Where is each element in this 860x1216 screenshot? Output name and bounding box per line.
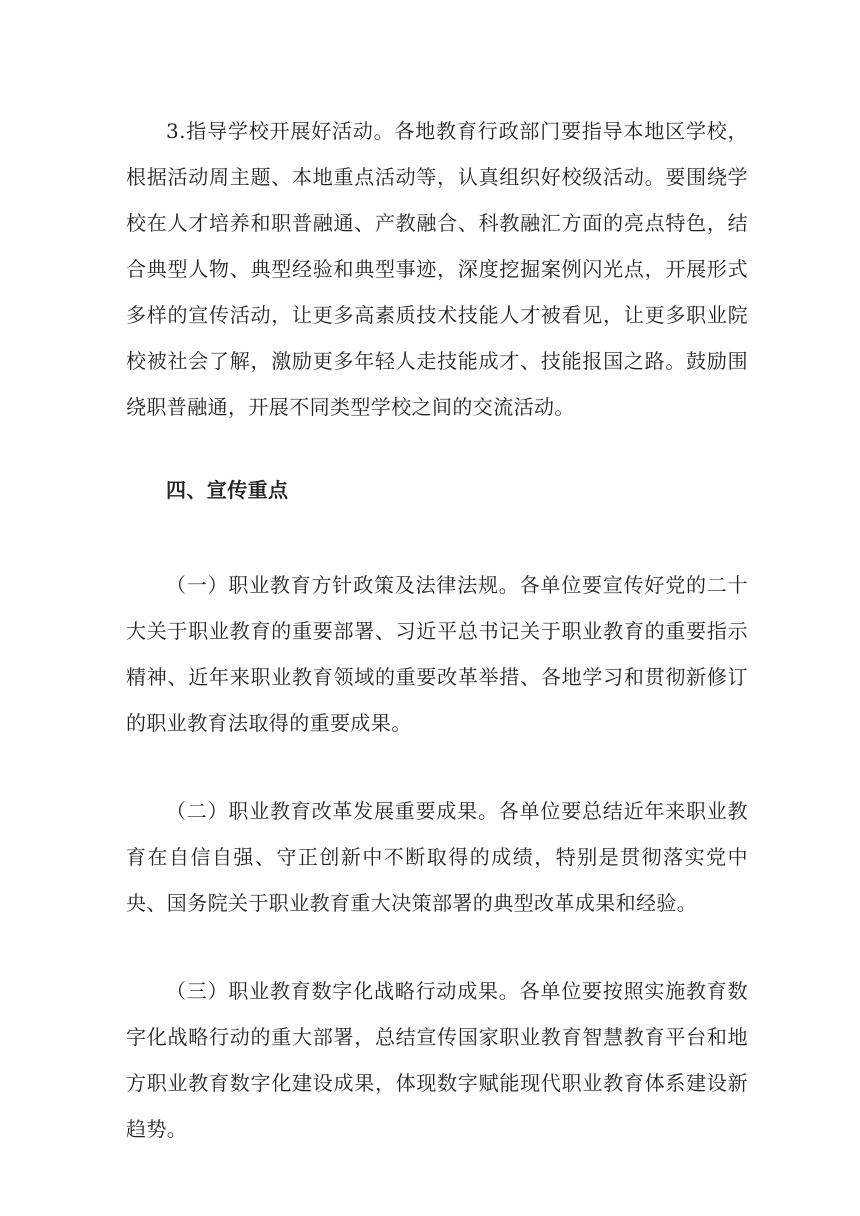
paragraph-policy-and-law: （一）职业教育方针政策及法律法规。各单位要宣传好党的二十大关于职业教育的重要部署、习近平总书记关于职业教育的重要指示精神、近年来职业教育领域的重要改革举措、各地学习和贯彻新修订的职业教育法取得的重要成果。 bbox=[126, 573, 748, 735]
section-heading-publicity-focus: 四、宣传重点 bbox=[166, 478, 289, 502]
paragraph-guide-school-activities: 3.指导学校开展好活动。各地教育行政部门要指导本地区学校，根据活动周主题、本地重点活动等，认真组织好校级活动。要围绕学校在人才培养和职普融通、产教融合、科教融汇方面的亮点特色，结合典型人物、典型经验和典型事迹，深度挖掘案例闪光点，开展形式多样的宣传活动，让更多高素质技术技能人才被看见，让更多职业院校被社会了解，激励更多年轻人走技能成才、技能报国之路。鼓励围绕职普融通，开展不同类型学校之间的交流活动。 bbox=[126, 119, 748, 419]
paragraph-digital-strategy: （三）职业教育数字化战略行动成果。各单位要按照实施教育数字化战略行动的重大部署，总结宣传国家职业教育智慧教育平台和地方职业教育数字化建设成果，体现数字赋能现代职业教育体系建设新趋势。 bbox=[126, 979, 748, 1141]
paragraph-reform-achievements: （二）职业教育改革发展重要成果。各单位要总结近年来职业教育在自信自强、守正创新中不断取得的成绩，特别是贯彻落实党中央、国务院关于职业教育重大决策部署的典型改革成果和经验。 bbox=[126, 799, 748, 915]
